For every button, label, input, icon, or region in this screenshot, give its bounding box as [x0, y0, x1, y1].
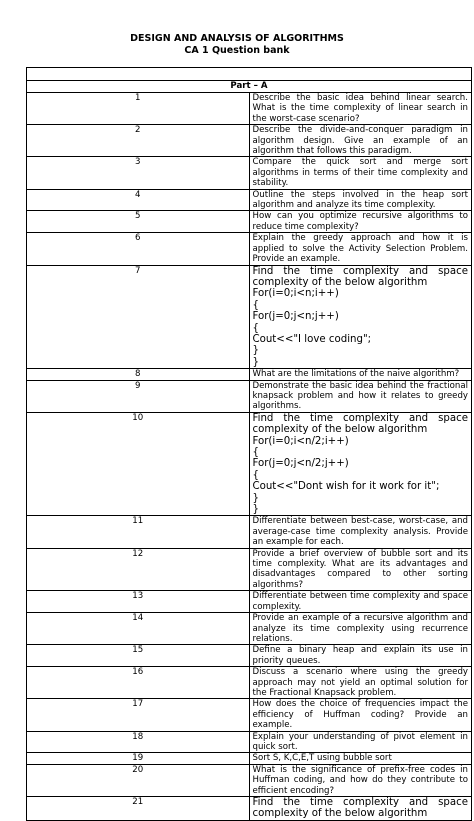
question-number: 17: [27, 699, 250, 731]
code-line: For(j=0;j<n/2;j++): [252, 458, 349, 470]
code-line: For(i=0;i<n;i++): [252, 288, 339, 300]
question-text: Find the time complexity and space complexity of the below algorithm: [252, 265, 468, 288]
question-text: How does the choice of frequencies impact the efficiency of Huffman coding? Provide an example.: [249, 699, 472, 731]
table-row: [27, 189, 472, 211]
code-line: {: [252, 469, 259, 481]
question-number: 20: [27, 764, 250, 796]
code-line: }: [252, 504, 259, 516]
question-number: 6: [27, 233, 250, 265]
code-line: }: [252, 356, 259, 368]
question-number: 5: [27, 211, 250, 233]
table-row: [27, 380, 472, 412]
table-spacer-row: [27, 68, 472, 81]
table-row: [27, 764, 472, 796]
part-header-row: [27, 81, 472, 93]
question-text: Differentiate between best-case, worst-case, and average-case time complexity analysis. Provide an example for each.: [249, 516, 472, 548]
question-number: 12: [27, 548, 250, 591]
question-text: Provide an example of a recursive algorithm and analyze its time complexity using recurrence relations.: [249, 613, 472, 645]
question-text: What is the significance of prefix-free codes in Huffman coding, and how do they contribute to efficient encoding?: [249, 764, 472, 796]
code-line: Cout<<"Dont wish for it work for it";: [252, 481, 440, 493]
question-number: 7: [27, 265, 250, 369]
table-row: [27, 645, 472, 667]
question-number: 2: [27, 125, 250, 157]
table-row: [27, 731, 472, 753]
question-cell: [249, 797, 472, 821]
table-row: [27, 157, 472, 189]
table-row: [27, 667, 472, 699]
question-number: 21: [27, 797, 250, 821]
question-number: 11: [27, 516, 250, 548]
question-text: Discuss a scenario where using the greedy approach may not yield an optimal solution for the Fractional Knapsack problem.: [249, 667, 472, 699]
table-row: [27, 369, 472, 380]
code-line: {: [252, 447, 259, 458]
question-number: 9: [27, 380, 250, 412]
question-number: 14: [27, 613, 250, 645]
table-row: [27, 93, 472, 125]
question-text: Demonstrate the basic idea behind the fractional knapsack problem and how it relates to greedy algorithms.: [249, 380, 472, 412]
table-row: [27, 516, 472, 548]
question-text: Differentiate between time complexity and space complexity.: [249, 591, 472, 613]
question-number: 1: [27, 93, 250, 125]
table-row: [27, 699, 472, 731]
document-title: DESIGN AND ANALYSIS OF ALGORITHMS: [130, 33, 344, 44]
question-number: 8: [27, 369, 250, 380]
table-row: [27, 753, 472, 764]
question-text: Explain your understanding of pivot element in quick sort.: [249, 731, 472, 753]
table-row: [27, 265, 472, 369]
question-text: Find the time complexity and space complexity of the below algorithm: [252, 797, 468, 820]
question-text: Provide a brief overview of bubble sort and its time complexity. What are its advantages and disadvantages compared to other sorting algorithms?: [249, 548, 472, 591]
question-number: 10: [27, 412, 250, 516]
table-row: [27, 797, 472, 821]
question-text: How can you optimize recursive algorithms to reduce time complexity?: [249, 211, 472, 233]
document-subtitle: CA 1 Question bank: [184, 45, 290, 56]
question-cell: [249, 412, 472, 516]
code-line: Cout<<"I love coding";: [252, 333, 372, 345]
question-number: 15: [27, 645, 250, 667]
code-line: For(j=0;j<n;j++): [252, 311, 339, 323]
question-cell: [249, 265, 472, 369]
question-text: What are the limitations of the naive algorithm?: [249, 369, 472, 380]
question-text: Find the time complexity and space complexity of the below algorithm: [252, 412, 468, 436]
question-number: 19: [27, 753, 250, 764]
table-row: [27, 613, 472, 645]
table-row: [27, 548, 472, 591]
code-line: }: [252, 345, 259, 357]
table-row: [27, 591, 472, 613]
question-table: [26, 67, 472, 821]
question-number: 16: [27, 667, 250, 699]
table-row: [27, 125, 472, 157]
question-text: Describe the basic idea behind linear search. What is the time complexity of linear search in the worst-case scenario?: [249, 93, 472, 125]
question-text: Outline the steps involved in the heap sort algorithm and analyze its time complexity.: [249, 189, 472, 211]
table-row: [27, 211, 472, 233]
question-text: Sort S, K,C,E,T using bubble sort: [249, 753, 472, 764]
question-text: Describe the divide-and-conquer paradigm in algorithm design. Give an example of an algorithm that follows this paradigm.: [249, 125, 472, 157]
question-number: 3: [27, 157, 250, 189]
table-row: [27, 412, 472, 516]
code-line: For(i=0;i<n/2;i++): [252, 435, 349, 447]
question-number: 18: [27, 731, 250, 753]
code-line: }: [252, 492, 259, 504]
question-text: Define a binary heap and explain its use in priority queues.: [249, 645, 472, 667]
question-text: Compare the quick sort and merge sort algorithms in terms of their time complexity and stability.: [249, 157, 472, 189]
part-label: Part – A: [27, 81, 472, 93]
code-line: {: [252, 299, 259, 311]
code-line: {: [252, 322, 259, 334]
question-number: 4: [27, 189, 250, 211]
table-row: [27, 233, 472, 265]
question-text: Explain the greedy approach and how it is applied to solve the Activity Selection Problem. Provide an example.: [249, 233, 472, 265]
question-number: 13: [27, 591, 250, 613]
